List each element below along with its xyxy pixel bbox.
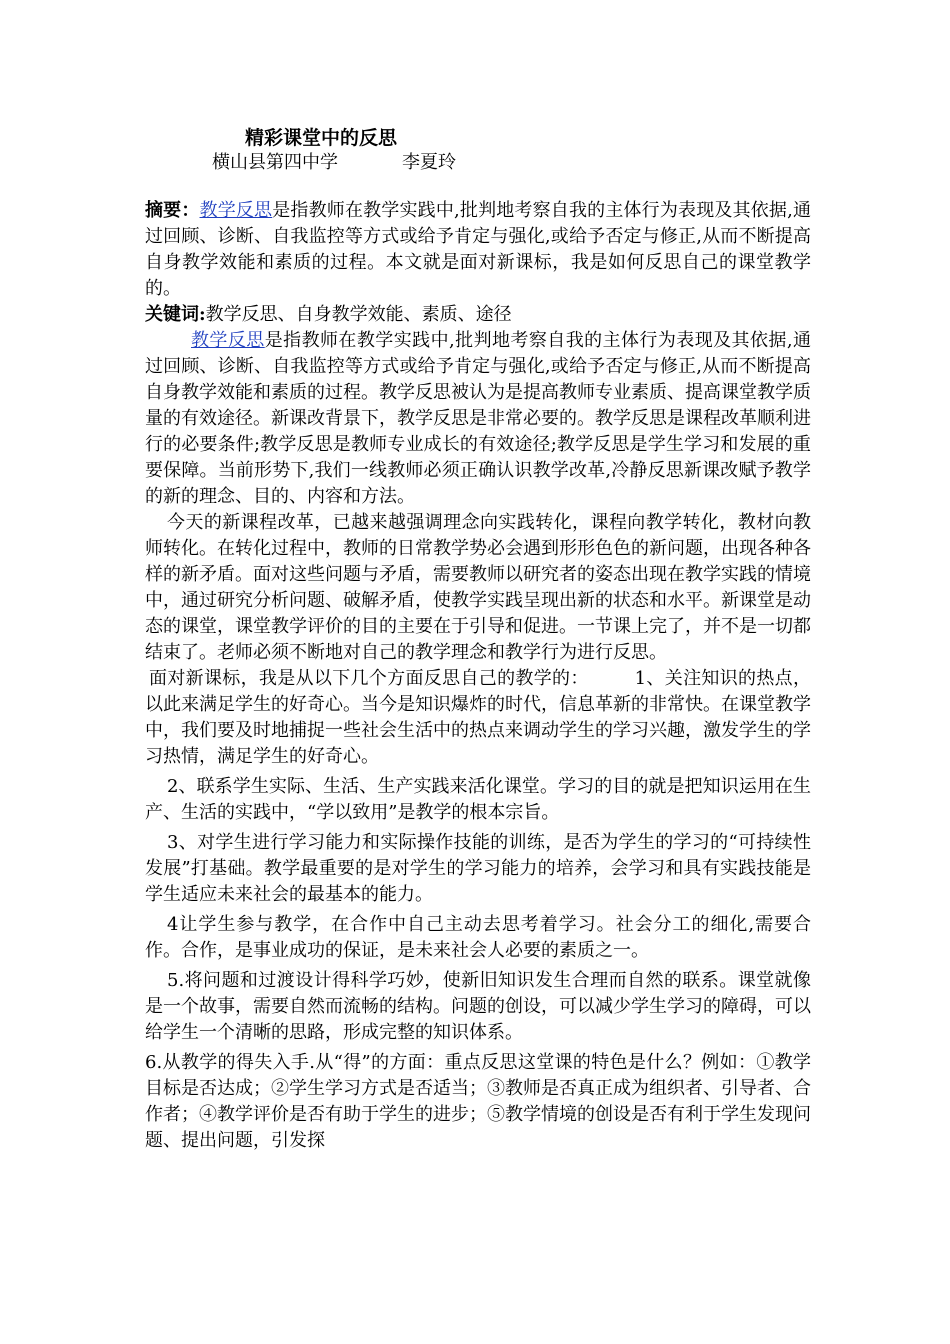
paragraph-8: 6.从教学的得失入手.从“得”的方面：重点反思这堂课的特色是什么？例如：①教学目标是否达成；②学生学习方式是否适当；③教师是否真正成为组织者、引导者、合作者；④教学评价是否有助于学生的进步；⑤教学情境的创设是否有利于学生发现问题、提出问题，引发探: [145, 1052, 811, 1151]
paragraph-2: 今天的新课程改革，已越来越强调理念向实践转化，课程向教学转化，教材向教师转化。在转化过程中，教师的日常教学势必会遇到形形色色的新问题，出现各种各样的新矛盾。面对这些问题与矛盾，需要教师以研究者的姿态出现在教学实践的情境中，通过研究分析问题、破解矛盾，使教学实践呈现出新的状态和水平。新课堂是动态的课堂，课堂教学评价的目的主要在于引导和促进。一节课上完了，并不是一切都结束了。老师必须不断地对自己的教学理念和教学行为进行反思。: [145, 512, 811, 663]
keywords-text: 教学反思、自身教学效能、素质、途径: [205, 304, 512, 325]
paragraph-6: 4让学生参与教学，在合作中自己主动去思考着学习。社会分工的细化,需要合作。合作，是事业成功的保证，是未来社会人必要的素质之一。: [145, 914, 811, 961]
paragraph-1-text: 是指教师在教学实践中,批判地考察自我的主体行为表现及其依据,通过回顾、诊断、自我监控等方式或给予肯定与强化,或给予否定与修正,从而不断提高自身教学效能和素质的过程。教学反思被认为是提高教师专业素质、提高课堂教学质量的有效途径。新课改背景下，教学反思是非常必要的。教学反思是课程改革顺利进行的必要条件;教学反思是教师专业成长的有效途径;教学反思是学生学习和发展的重要保障。当前形势下,我们一线教师必须正确认识教学改革,冷静反思新课改赋予教学的新的理念、目的、内容和方法。: [145, 330, 811, 507]
paragraph-5: 3、对学生进行学习能力和实际操作技能的训练，是否为学生的学习的“可持续性发展”打基础。教学最重要的是对学生的学习能力的培养，会学习和具有实践技能是学生适应未来社会的最基本的能力。: [145, 832, 811, 905]
abstract-link[interactable]: 教学反思: [199, 200, 273, 221]
abstract-paragraph: [145, 198, 811, 302]
document-body: [145, 198, 811, 1154]
paragraph-7: 5.将问题和过渡设计得科学巧妙，使新旧知识发生合理而自然的联系。课堂就像是一个故事，需要自然而流畅的结构。问题的创设，可以减少学生学习的障碍，可以给学生一个清晰的思路，形成完整的知识体系。: [145, 970, 811, 1043]
paragraph-3: 面对新课标，我是从以下几个方面反思自己的教学的： 1、关注知识的热点，以此来满足学生的好奇心。当今是知识爆炸的时代，信息革新的非常快。在课堂教学中，我们要及时地捕捉一些社会生活中的热点来调动学生的学习兴趣，激发学生的学习热情，满足学生的好奇心。: [145, 668, 811, 767]
abstract-text: 是指教师在教学实践中,批判地考察自我的主体行为表现及其依据,通过回顾、诊断、自我监控等方式或给予肯定与强化,或给予否定与修正,从而不断提高自身教学效能和素质的过程。本文就是面对新课标，我是如何反思自己的课堂教学的。: [145, 200, 811, 299]
keywords-paragraph: [145, 302, 811, 328]
document-title: 精彩课堂中的反思: [245, 127, 398, 149]
author-name: 李夏玲: [402, 152, 456, 173]
paragraph-4: 2、联系学生实际、生活、生产实践来活化课堂。学习的目的就是把知识运用在生产、生活的实践中，“学以致用”是教学的根本宗旨。: [145, 776, 811, 823]
byline: [212, 151, 456, 175]
abstract-label: 摘要：: [145, 200, 200, 221]
school-name: 横山县第四中学: [212, 152, 338, 173]
keywords-label: 关键词:: [145, 304, 206, 325]
paragraph-1: [145, 328, 811, 510]
paragraph-1-link[interactable]: 教学反思: [191, 330, 265, 351]
